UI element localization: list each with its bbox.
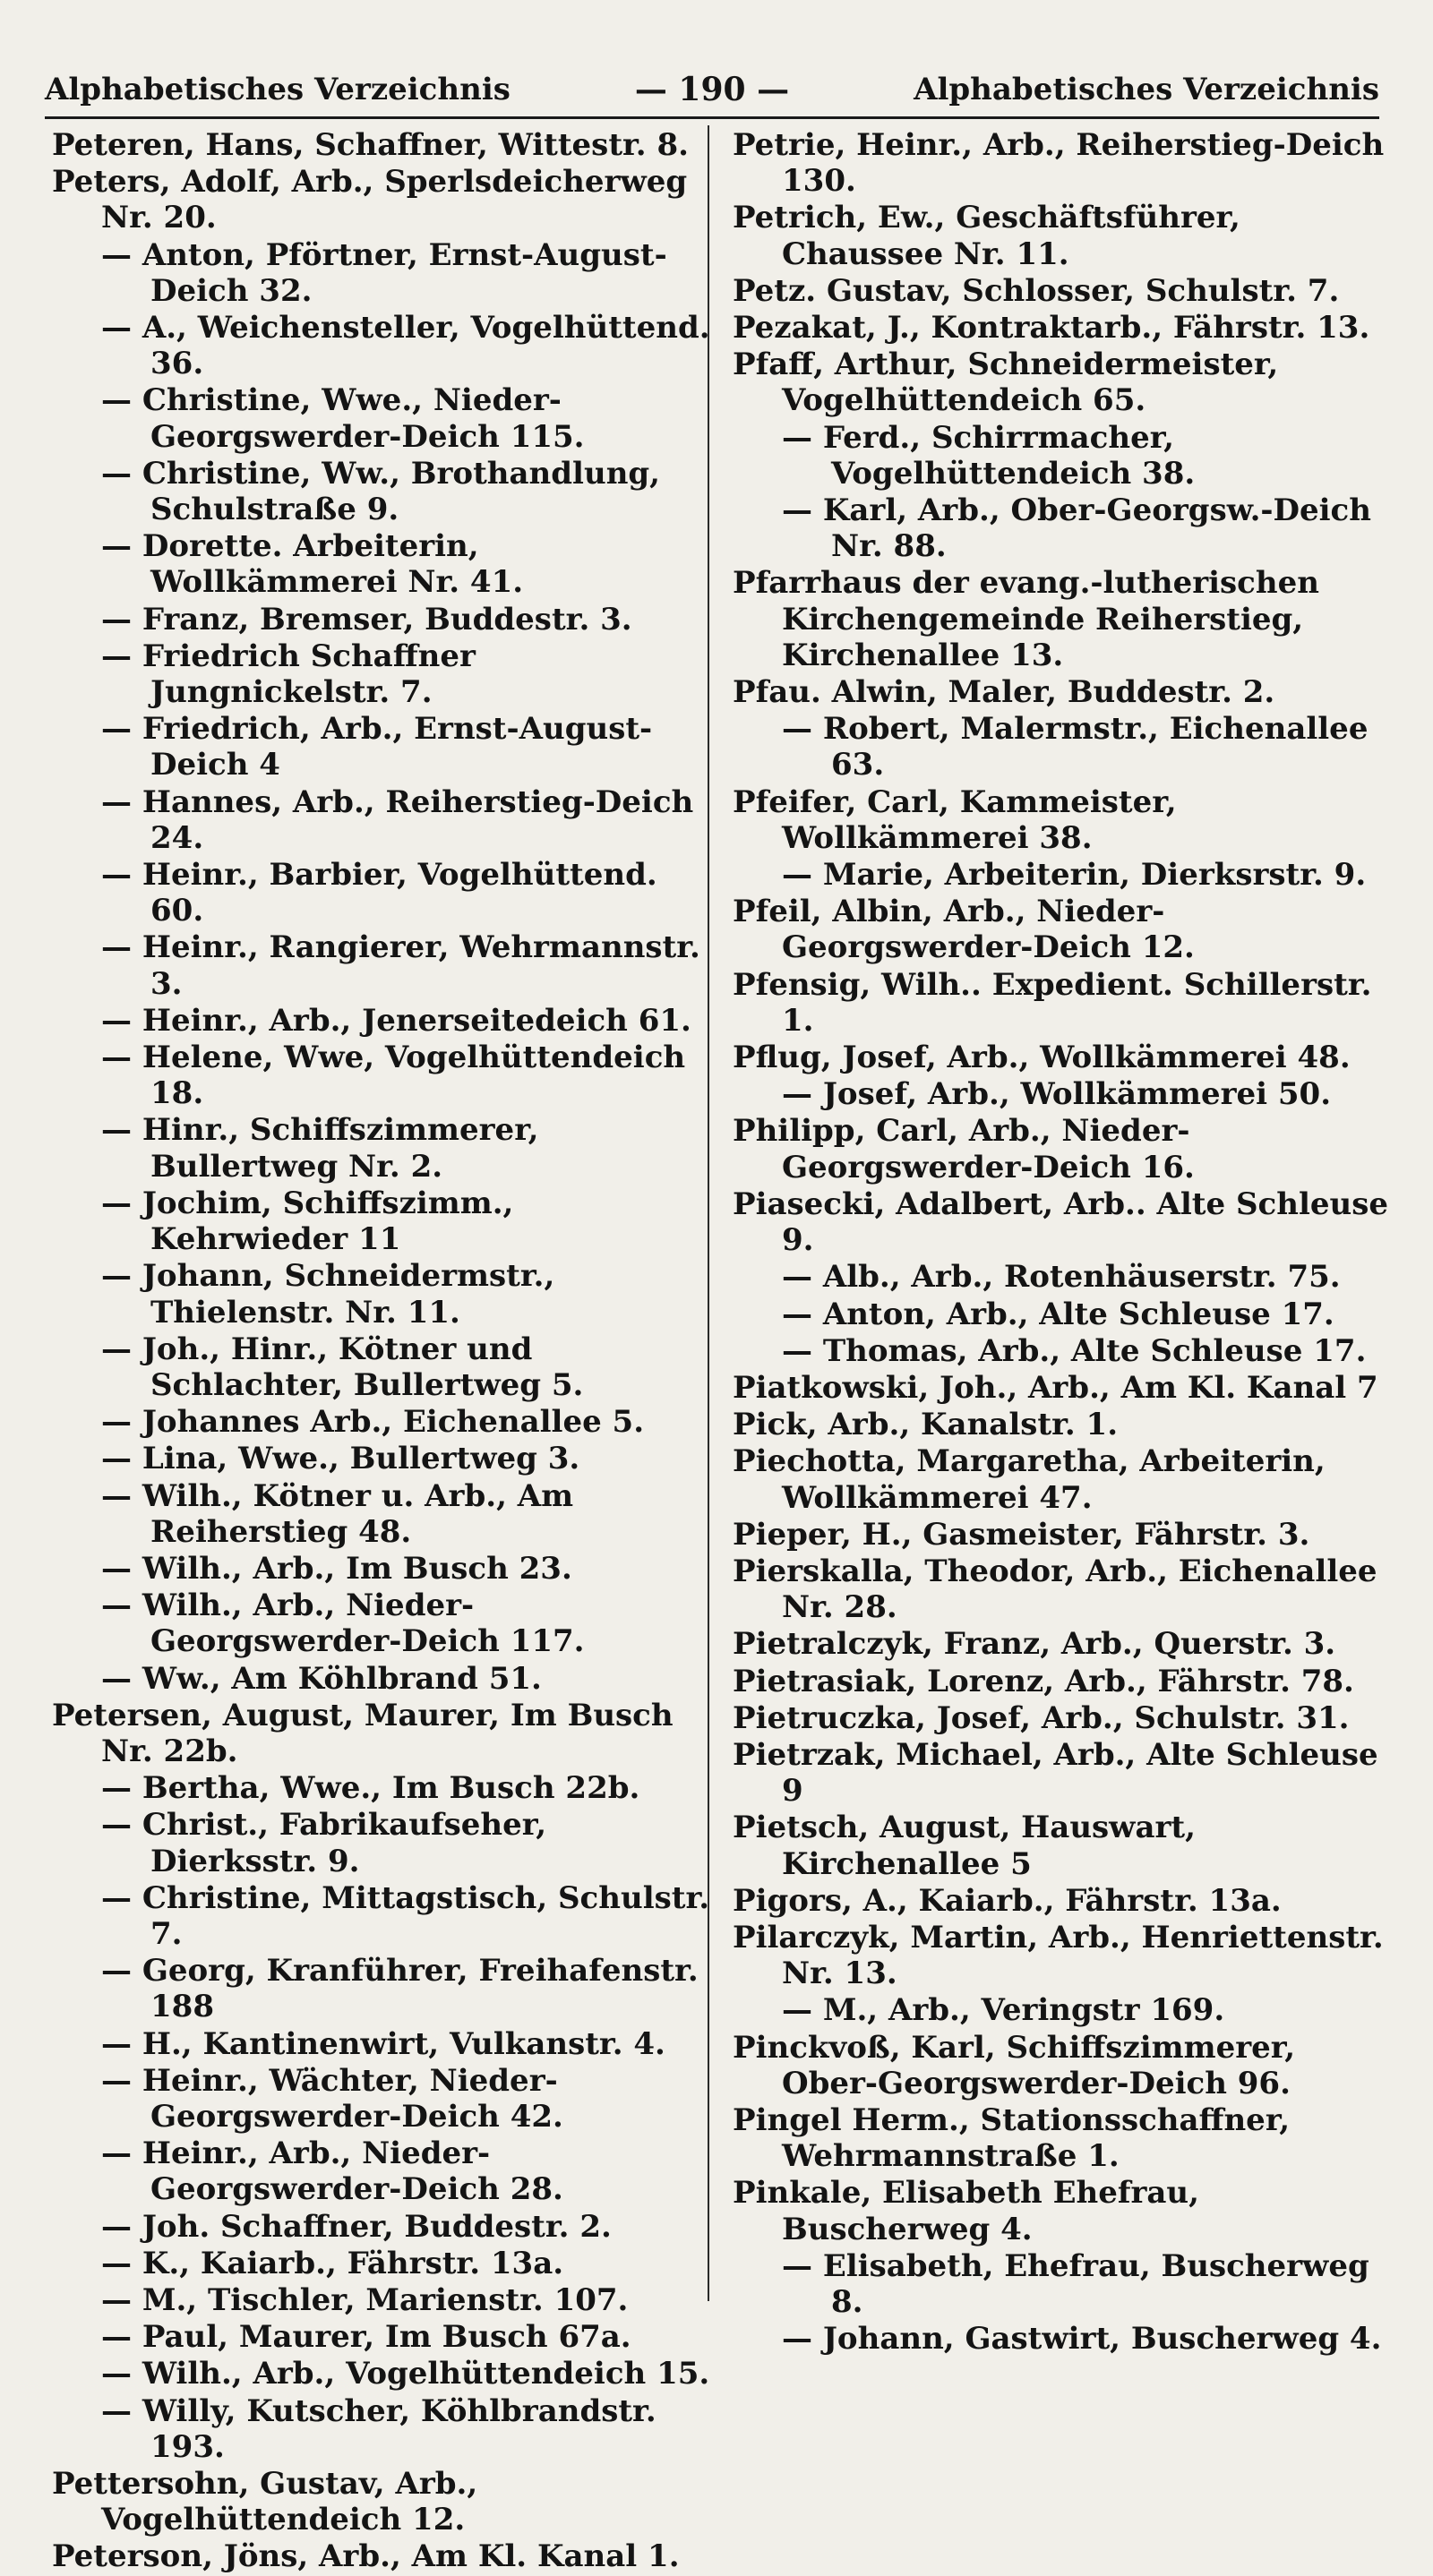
directory-entry: — Wilh., Arb., Nieder-Georgswerder-Deich 117. (101, 1588, 585, 1660)
directory-entry: — Johann, Gastwirt, Buscherweg 4. (782, 2321, 1382, 2358)
directory-entry: Pfaff, Arthur, Schneidermeister, Vogelhüttendeich 65. (733, 347, 1279, 419)
directory-entry: Petrich, Ew., Geschäftsführer, Chaussee Nr. 11. (733, 200, 1240, 272)
directory-entry: — Heinr., Barbier, Vogelhüttend. 60. (101, 857, 657, 929)
directory-entry: — Friedrich, Arb., Ernst-August-Deich 4 (101, 711, 653, 783)
directory-entry: — Bertha, Wwe., Im Busch 22b. (101, 1770, 640, 1807)
directory-entry: — Marie, Arbeiterin, Dierksrstr. 9. (782, 857, 1367, 894)
directory-entry: Pflug, Josef, Arb., Wollkämmerei 48. (733, 1040, 1351, 1076)
directory-entry: Philipp, Carl, Arb., Nieder-Georgswerder-Deich 16. (733, 1113, 1195, 1185)
directory-entry: — Ww., Am Köhlbrand 51. (101, 1660, 542, 1697)
directory-entry: — M., Arb., Veringstr 169. (782, 1992, 1225, 2029)
directory-entry: — Johann, Schneidermstr., Thielenstr. Nr. 11. (101, 1258, 555, 1331)
directory-entry: Pierskalla, Theodor, Arb., Eichenallee Nr. 28. (733, 1553, 1377, 1626)
directory-entry: — Paul, Maurer, Im Busch 67a. (101, 2319, 631, 2356)
directory-entry: Pezakat, J., Kontraktarb., Fährstr. 13. (733, 310, 1370, 347)
right-column (733, 127, 1391, 2358)
directory-entry: — Helene, Wwe, Vogelhüttendeich 18. (101, 1040, 686, 1112)
directory-entry: — Heinr., Arb., Nieder-Georgswerder-Deich 28. (101, 2135, 563, 2208)
directory-entry: Peterson, Jöns, Arb., Am Kl. Kanal 1. (52, 2538, 680, 2575)
directory-entry: — H., Kantinenwirt, Vulkanstr. 4. (101, 2025, 665, 2062)
directory-entry: — A., Weichensteller, Vogelhüttend. 36. (101, 310, 710, 382)
directory-entry: — Johannes Arb., Eichenallee 5. (101, 1404, 645, 1441)
directory-entry: — Jochim, Schiffszimm., Kehrwieder 11 (101, 1185, 514, 1258)
directory-entry: — Thomas, Arb., Alte Schleuse 17. (782, 1332, 1367, 1369)
directory-entry: — Karl, Arb., Ober-Georgsw.-Deich Nr. 88. (782, 492, 1371, 565)
directory-entry: — Wilh., Arb., Vogelhüttendeich 15. (101, 2356, 710, 2392)
directory-entry: — Wilh., Kötner u. Arb., Am Reiherstieg 48. (101, 1477, 574, 1550)
directory-entry: — Alb., Arb., Rotenhäuserstr. 75. (782, 1259, 1341, 1296)
directory-entry: — Christine, Ww., Brothandlung, Schulstraße 9. (101, 455, 661, 528)
directory-entry: — Wilh., Arb., Im Busch 23. (101, 1550, 572, 1587)
directory-entry: — Heinr., Wächter, Nieder-Georgswerder-Deich 42. (101, 2062, 563, 2135)
directory-entry: Piechotta, Margaretha, Arbeiterin, Wollkämmerei 47. (733, 1443, 1326, 1516)
directory-entry: Peters, Adolf, Arb., Sperlsdeicherweg Nr. 20. (52, 164, 688, 236)
directory-entry: Pietruczka, Josef, Arb., Schulstr. 31. (733, 1699, 1350, 1736)
directory-entry: Pfarrhaus der evang.-lutherischen Kirchengemeinde Reiherstieg, Kirchenallee 13. (733, 565, 1319, 673)
directory-entry: Pietsch, August, Hauswart, Kirchenallee 5 (733, 1810, 1196, 1882)
directory-entry: Pfau. Alwin, Maler, Buddestr. 2. (733, 674, 1275, 711)
directory-entry: — Dorette. Arbeiterin, Wollkämmerei Nr. 41. (101, 528, 524, 601)
directory-entry: — Willy, Kutscher, Köhlbrandstr. 193. (101, 2392, 656, 2465)
left-column (52, 127, 710, 2576)
header-right-title: Alphabetisches Verzeichnis (914, 72, 1379, 107)
page-header (45, 63, 1379, 116)
directory-entry: — M., Tischler, Marienstr. 107. (101, 2281, 629, 2318)
directory-entry: — Joh., Hinr., Kötner und Schlachter, Bullertweg 5. (101, 1331, 584, 1403)
directory-entry: — Hannes, Arb., Reiherstieg-Deich 24. (101, 783, 694, 856)
directory-entry: Pigors, A., Kaiarb., Fährstr. 13a. (733, 1882, 1282, 1919)
directory-entry: Pingel Herm., Stationsschaffner, Wehrmannstraße 1. (733, 2101, 1291, 2175)
directory-entry: Pick, Arb., Kanalstr. 1. (733, 1407, 1119, 1443)
directory-entry: Pettersohn, Gustav, Arb., Vogelhüttendeich 12. (52, 2466, 478, 2538)
directory-entry: Piasecki, Adalbert, Arb.. Alte Schleuse 9. (733, 1185, 1388, 1259)
directory-entry: Pietralczyk, Franz, Arb., Querstr. 3. (733, 1626, 1336, 1663)
directory-entry: — Anton, Arb., Alte Schleuse 17. (782, 1296, 1334, 1332)
directory-entry: Pinkale, Elisabeth Ehefrau, Buscherweg 4. (733, 2175, 1199, 2247)
directory-entry: — Franz, Bremser, Buddestr. 3. (101, 601, 632, 638)
directory-entry: Pieper, H., Gasmeister, Fährstr. 3. (733, 1516, 1310, 1553)
directory-entry: Pfeil, Albin, Arb., Nieder-Georgswerder-Deich 12. (733, 894, 1195, 966)
directory-entry: — Friedrich Schaffner Jungnickelstr. 7. (101, 638, 476, 711)
directory-entry: Pilarczyk, Martin, Arb., Henriettenstr. Nr. 13. (733, 1919, 1384, 1992)
directory-entry: — K., Kaiarb., Fährstr. 13a. (101, 2245, 564, 2281)
directory-entry: — Anton, Pförtner, Ernst-August-Deich 32. (101, 236, 667, 309)
directory-entry: — Georg, Kranführer, Freihafenstr. 188 (101, 1953, 699, 2025)
directory-entry: Pietrasiak, Lorenz, Arb., Fährstr. 78. (733, 1663, 1354, 1699)
directory-entry: — Hinr., Schiffszimmerer, Bullertweg Nr. 2. (101, 1112, 539, 1185)
directory-entry: — Lina, Wwe., Bullertweg 3. (101, 1441, 580, 1477)
header-rule (45, 116, 1379, 119)
directory-entry: Pfeifer, Carl, Kammeister, Wollkämmerei 38. (733, 783, 1177, 856)
directory-entry: — Josef, Arb., Wollkämmerei 50. (782, 1076, 1332, 1113)
directory-entry: Pfensig, Wilh.. Expedient. Schillerstr. 1. (733, 966, 1372, 1039)
directory-entry: Petz. Gustav, Schlosser, Schulstr. 7. (733, 272, 1340, 309)
directory-entry: — Christine, Mittagstisch, Schulstr. 7. (101, 1879, 710, 1952)
directory-entry: — Heinr., Rangierer, Wehrmannstr. 3. (101, 929, 700, 1002)
directory-entry: — Ferd., Schirrmacher, Vogelhüttendeich 38. (782, 419, 1196, 492)
directory-entry: — Joh. Schaffner, Buddestr. 2. (101, 2208, 612, 2245)
directory-entry: — Robert, Malermstr., Eichenallee 63. (782, 711, 1369, 783)
directory-entry: Peteren, Hans, Schaffner, Wittestr. 8. (52, 127, 689, 163)
page-number: — 190 — (634, 71, 790, 108)
directory-entry: Petrie, Heinr., Arb., Reiherstieg-Deich 130. (733, 127, 1385, 200)
header-left-title: Alphabetisches Verzeichnis (45, 72, 511, 107)
directory-entry: — Elisabeth, Ehefrau, Buscherweg 8. (782, 2247, 1369, 2320)
directory-entry: Piatkowski, Joh., Arb., Am Kl. Kanal 7 (733, 1369, 1378, 1406)
directory-entry: Petersen, August, Maurer, Im Busch Nr. 22b. (52, 1697, 674, 1769)
directory-entry: — Heinr., Arb., Jenerseitedeich 61. (101, 1002, 691, 1039)
directory-entry: Pinckvoß, Karl, Schiffszimmerer, Ober-Georgswerder-Deich 96. (733, 2029, 1296, 2101)
directory-entry: — Christine, Wwe., Nieder-Georgswerder-Deich 115. (101, 382, 585, 455)
directory-entry: — Christ., Fabrikaufseher, Dierksstr. 9. (101, 1807, 547, 1879)
directory-entry: Pietrzak, Michael, Arb., Alte Schleuse 9 (733, 1736, 1378, 1810)
